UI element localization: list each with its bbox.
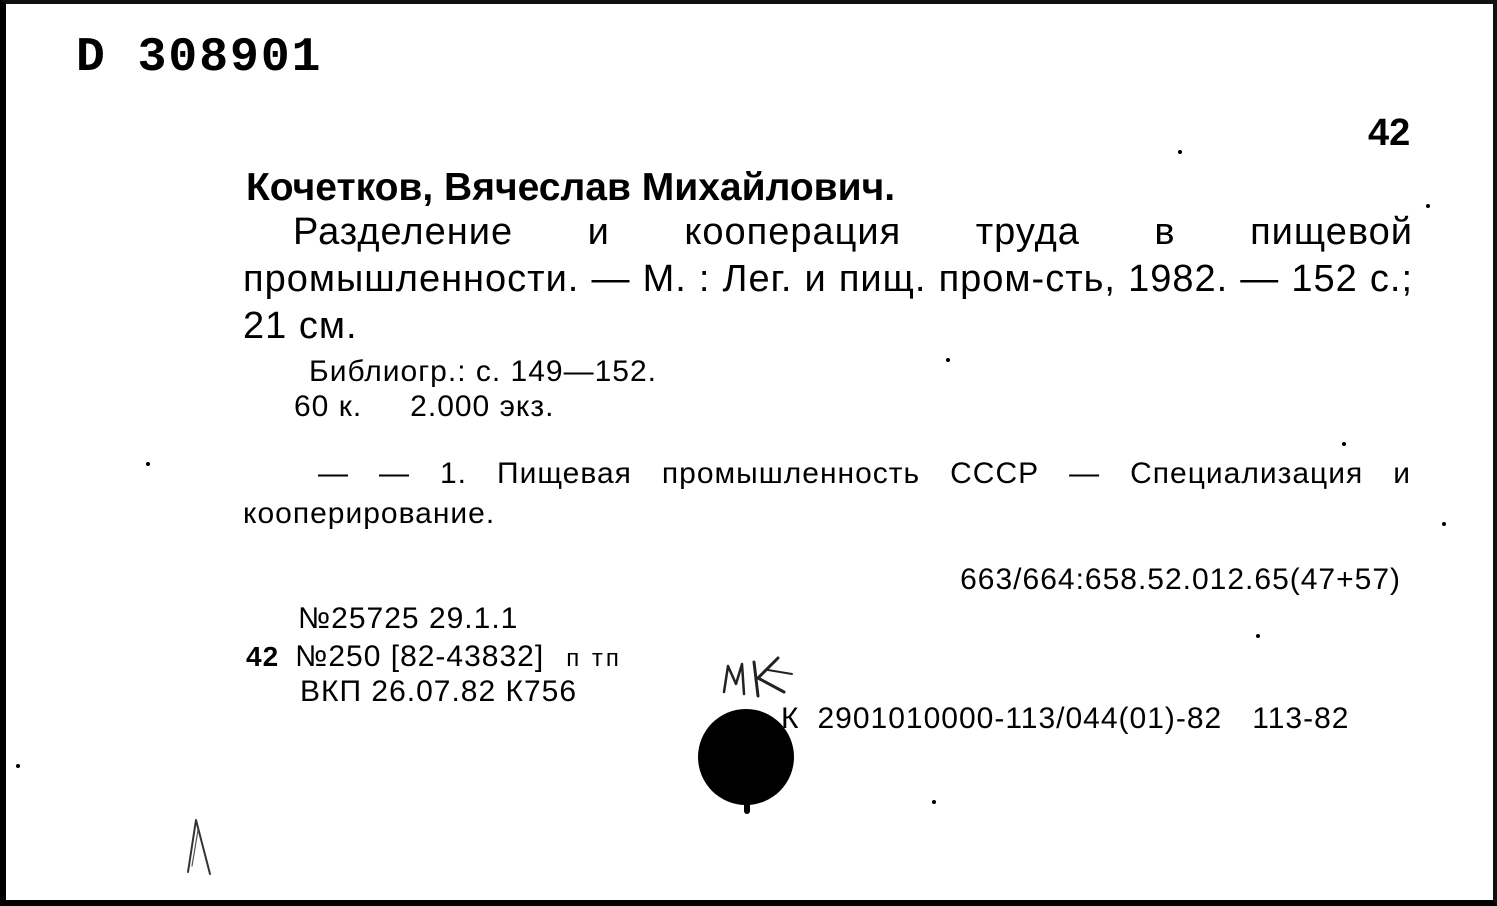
record-number: №25725 29.1.1	[298, 602, 519, 635]
dust-speck	[146, 462, 150, 466]
dust-speck	[1256, 634, 1260, 638]
bibliography-note: Библиогр.: с. 149—152.	[309, 355, 657, 388]
card-marks: п тп	[566, 645, 622, 672]
dust-speck	[932, 800, 936, 804]
ink-drip	[744, 794, 750, 814]
k-code: 2901010000-113/044(01)-82	[817, 702, 1223, 735]
title-description: Разделение и кооперация труда в пищевой промышленности. — М. : Лег. и пищ. пром-сть, 1982. — 152 с.; 21 см.	[243, 211, 1413, 347]
class-corner-number: 42	[1368, 112, 1411, 154]
inventory-number: D 308901	[76, 31, 323, 85]
price: 60 к.	[294, 390, 363, 423]
dust-speck	[16, 764, 20, 768]
dust-speck	[1442, 522, 1446, 526]
dust-speck	[1342, 442, 1346, 446]
handwritten-initials	[718, 652, 798, 700]
dust-speck	[946, 358, 950, 362]
dust-speck	[1426, 204, 1430, 208]
price-print-run	[294, 389, 554, 425]
card-number-row	[246, 639, 622, 675]
card-number: №250 [82-43832]	[295, 640, 545, 673]
author-heading: Кочетков, Вячеслав Михайлович.	[246, 166, 896, 209]
k-letter: К	[781, 702, 800, 735]
udc-index: 663/664:658.52.012.65(47+57)	[960, 563, 1401, 596]
subject-heading: — — 1. Пищевая промышленность СССР — Специализация и кооперирование.	[243, 457, 1411, 530]
class-number: 42	[246, 641, 280, 672]
print-run: 2.000 экз.	[410, 390, 555, 423]
k-index-line	[781, 701, 1349, 737]
pencil-mark	[184, 816, 214, 876]
k-tail: 113-82	[1252, 702, 1350, 735]
dust-speck	[1178, 150, 1182, 154]
vkp-line: ВКП 26.07.82 К756	[300, 675, 578, 708]
ink-blot	[698, 709, 794, 805]
